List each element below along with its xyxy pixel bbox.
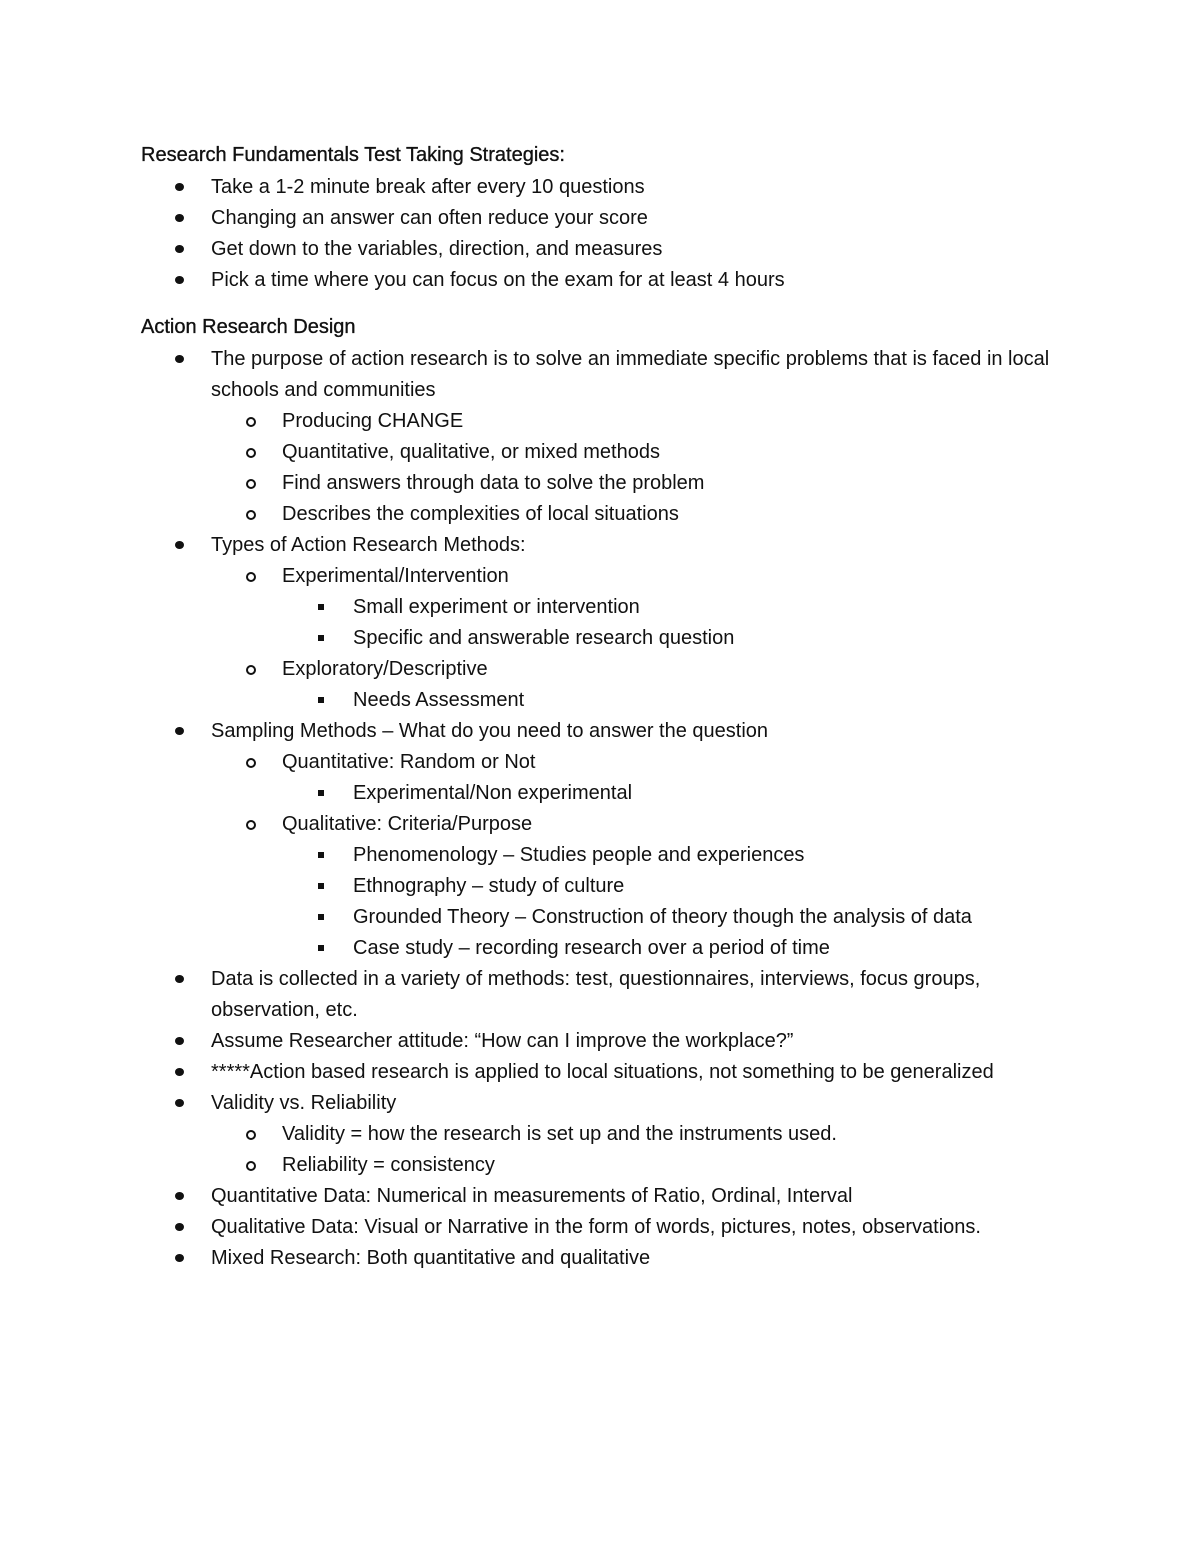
list-item: Qualitative: Criteria/Purpose Phenomenology – Studies people and experiences Ethnography – study of culture Grounded Theory – Construction of theory though the analysis of data Case study – recording research over a period of time bbox=[141, 809, 1071, 964]
bullet-circle-icon bbox=[246, 468, 266, 499]
sampling-sublist bbox=[141, 747, 1071, 964]
bullet-circle-icon bbox=[246, 561, 266, 592]
bullet-square-icon bbox=[317, 685, 337, 716]
list-item-types: Types of Action Research Methods: Experimental/Intervention Small experiment or intervention Specific and answerable research question Exploratory/Descriptive Needs Assessment bbox=[141, 530, 1071, 716]
bullet-circle-icon bbox=[246, 1119, 266, 1150]
bullet-disc-icon bbox=[175, 530, 195, 561]
bullet-square-icon bbox=[317, 778, 337, 809]
list-item: Needs Assessment bbox=[141, 685, 1071, 716]
action-research-list bbox=[141, 344, 1071, 1274]
exploratory-sublist bbox=[141, 685, 1071, 716]
list-item: Reliability = consistency bbox=[141, 1150, 1071, 1181]
bullet-circle-icon bbox=[246, 1150, 266, 1181]
bullet-circle-icon bbox=[246, 437, 266, 468]
bullet-square-icon bbox=[317, 623, 337, 654]
bullet-square-icon bbox=[317, 871, 337, 902]
list-item-purpose: The purpose of action research is to solve an immediate specific problems that is faced in local schools and communities Producing CHANGE Quantitative, qualitative, or mixed methods Find answers through data to solve the problem Describes the complexities of local situations bbox=[141, 344, 1071, 530]
list-item: Specific and answerable research question bbox=[141, 623, 1071, 654]
bullet-disc-icon bbox=[175, 203, 195, 234]
list-item: Quantitative: Random or Not Experimental/Non experimental bbox=[141, 747, 1071, 809]
quantitative-sublist bbox=[141, 778, 1071, 809]
test-strategies-list bbox=[141, 172, 1071, 296]
list-item: Get down to the variables, direction, and measures bbox=[141, 234, 1071, 265]
list-item: Changing an answer can often reduce your score bbox=[141, 203, 1071, 234]
bullet-circle-icon bbox=[246, 406, 266, 437]
bullet-disc-icon bbox=[175, 1243, 195, 1274]
section-heading-action-research: Action Research Design bbox=[141, 316, 356, 338]
bullet-disc-icon bbox=[175, 344, 195, 375]
bullet-square-icon bbox=[317, 902, 337, 933]
list-item: Grounded Theory – Construction of theory though the analysis of data bbox=[141, 902, 1071, 933]
section-heading-test-strategies: Research Fundamentals Test Taking Strategies: bbox=[141, 144, 565, 166]
bullet-disc-icon bbox=[175, 172, 195, 203]
bullet-disc-icon bbox=[175, 1181, 195, 1212]
list-item-quant-data: Quantitative Data: Numerical in measurements of Ratio, Ordinal, Interval bbox=[141, 1181, 1071, 1212]
experimental-sublist bbox=[141, 592, 1071, 654]
list-item: Phenomenology – Studies people and experiences bbox=[141, 840, 1071, 871]
list-item-mixed: Mixed Research: Both quantitative and qualitative bbox=[141, 1243, 1071, 1274]
list-item: Small experiment or intervention bbox=[141, 592, 1071, 623]
bullet-disc-icon bbox=[175, 1057, 195, 1088]
list-item: Find answers through data to solve the problem bbox=[141, 468, 1071, 499]
bullet-square-icon bbox=[317, 840, 337, 871]
bullet-square-icon bbox=[317, 933, 337, 964]
list-item: Exploratory/Descriptive Needs Assessment bbox=[141, 654, 1071, 716]
bullet-circle-icon bbox=[246, 809, 266, 840]
list-item: Take a 1-2 minute break after every 10 questions bbox=[141, 172, 1071, 203]
list-item: Case study – recording research over a period of time bbox=[141, 933, 1071, 964]
list-item-attitude: Assume Researcher attitude: “How can I improve the workplace?” bbox=[141, 1026, 1071, 1057]
validity-sublist bbox=[141, 1119, 1071, 1181]
bullet-circle-icon bbox=[246, 499, 266, 530]
list-item-applied: *****Action based research is applied to local situations, not something to be generalized bbox=[141, 1057, 1071, 1088]
bullet-square-icon bbox=[317, 592, 337, 623]
bullet-disc-icon bbox=[175, 265, 195, 296]
bullet-disc-icon bbox=[175, 964, 195, 995]
list-item: Pick a time where you can focus on the exam for at least 4 hours bbox=[141, 265, 1071, 296]
bullet-disc-icon bbox=[175, 716, 195, 747]
list-item-data-collected: Data is collected in a variety of methods: test, questionnaires, interviews, focus groups, observation, etc. bbox=[141, 964, 1071, 1026]
bullet-disc-icon bbox=[175, 1212, 195, 1243]
list-item-validity: Validity vs. Reliability Validity = how the research is set up and the instruments used. Reliability = consistency bbox=[141, 1088, 1071, 1181]
bullet-disc-icon bbox=[175, 234, 195, 265]
list-item: Validity = how the research is set up and the instruments used. bbox=[141, 1119, 1071, 1150]
list-item: Experimental/Non experimental bbox=[141, 778, 1071, 809]
bullet-circle-icon bbox=[246, 747, 266, 778]
list-item-qual-data: Qualitative Data: Visual or Narrative in the form of words, pictures, notes, observations. bbox=[141, 1212, 1071, 1243]
document-page bbox=[141, 140, 1071, 1274]
bullet-circle-icon bbox=[246, 654, 266, 685]
list-item-sampling: Sampling Methods – What do you need to answer the question Quantitative: Random or Not Experimental/Non experimental Qualitative: Criteria/Purpose Phenomenology – Studies people and experiences Ethnography – study of culture Grounded Theory – Construction of theory though the analysis of data Case study – recording research over a period of time bbox=[141, 716, 1071, 964]
bullet-disc-icon bbox=[175, 1026, 195, 1057]
list-item: Experimental/Intervention Small experiment or intervention Specific and answerable research question bbox=[141, 561, 1071, 654]
qualitative-sublist bbox=[141, 840, 1071, 964]
list-item: Quantitative, qualitative, or mixed methods bbox=[141, 437, 1071, 468]
list-item: Producing CHANGE bbox=[141, 406, 1071, 437]
list-item: Ethnography – study of culture bbox=[141, 871, 1071, 902]
bullet-disc-icon bbox=[175, 1088, 195, 1119]
purpose-sublist bbox=[141, 406, 1071, 530]
types-sublist bbox=[141, 561, 1071, 716]
list-item: Describes the complexities of local situations bbox=[141, 499, 1071, 530]
